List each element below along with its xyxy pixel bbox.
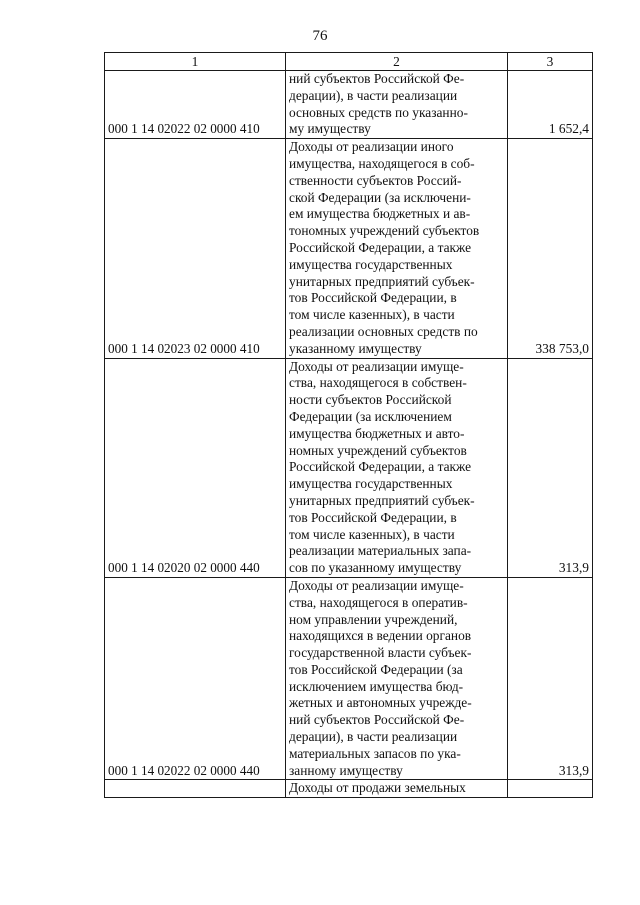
description-line: Доходы от реализации имуще-: [289, 577, 464, 593]
description-line: жетных и автономных учрежде-: [289, 695, 472, 711]
description-line: имущества, находящегося в соб-: [289, 155, 475, 171]
description-line: Доходы от реализации имуще-: [289, 358, 464, 374]
description-line: ности субъектов Российской: [289, 392, 452, 408]
code-cell: 000 1 14 02022 02 0000 440: [105, 577, 286, 780]
description-line: унитарных предприятий субъек-: [289, 492, 475, 508]
description-cell: [286, 577, 508, 780]
code-cell: 000 1 14 02020 02 0000 440: [105, 358, 286, 577]
description-line: ственности субъектов Россий-: [289, 172, 462, 188]
description-line: государственной власти субъек-: [289, 645, 472, 661]
description-cell: [286, 358, 508, 577]
description-line: ном управлении учреждений,: [289, 611, 458, 627]
description-line: дерации), в части реализации: [289, 87, 458, 103]
description-line: исключением имущества бюд-: [289, 678, 464, 694]
description-line: том числе казенных), в части: [289, 526, 455, 542]
table-row: [105, 577, 593, 780]
description-line: реализации материальных запа-: [289, 543, 472, 559]
description-cell: [286, 139, 508, 358]
description-line: ем имущества бюджетных и ав-: [289, 206, 471, 222]
description-line: ства, находящегося в оператив-: [289, 594, 468, 610]
description-line: находящихся в ведении органов: [289, 628, 472, 644]
amount-cell: 1 652,4: [508, 71, 593, 139]
description-line: ства, находящегося в собствен-: [289, 375, 467, 391]
description-line: имущества государственных: [289, 476, 453, 492]
description-cell: [286, 71, 508, 139]
description-line: дерации), в части реализации: [289, 729, 458, 745]
description-line: Российской Федерации, а также: [289, 239, 472, 255]
table-row: [105, 71, 593, 139]
description-line: материальных запасов по ука-: [289, 745, 461, 761]
description-line: ний субъектов Российской Фе-: [289, 712, 465, 728]
description-line: тов Российской Федерации, в: [289, 509, 457, 525]
column-header-3: 3: [508, 53, 593, 71]
page-number: 76: [312, 28, 328, 44]
description-line: унитарных предприятий субъек-: [289, 273, 475, 289]
description-line: сов по указанному имуществу: [289, 560, 462, 576]
description-line: реализации основных средств по: [289, 323, 478, 339]
description-line: основных средств по указанно-: [289, 104, 468, 120]
description-line: занному имуществу: [289, 762, 403, 778]
description-line: Российской Федерации, а также: [289, 459, 472, 475]
amount-cell: [508, 780, 593, 798]
description-line: ской Федерации (за исключени-: [289, 189, 471, 205]
code-cell: 000 1 14 02023 02 0000 410: [105, 139, 286, 358]
amount-cell: 338 753,0: [508, 139, 593, 358]
column-header-2: 2: [286, 53, 508, 71]
amount-cell: 313,9: [508, 577, 593, 780]
table-row: [105, 358, 593, 577]
code-cell: [105, 780, 286, 798]
description-line: том числе казенных), в части: [289, 307, 455, 323]
description-line: тономных учреждений субъектов: [289, 223, 480, 239]
code-cell: 000 1 14 02022 02 0000 410: [105, 71, 286, 139]
column-header-1: 1: [105, 53, 286, 71]
description-line: имущества бюджетных и авто-: [289, 425, 465, 441]
description-line: Доходы от реализации иного: [289, 139, 454, 155]
table-row: [105, 139, 593, 358]
table-row-continued: [105, 780, 593, 798]
amount-cell: 313,9: [508, 358, 593, 577]
description-line: указанному имуществу: [289, 340, 422, 356]
description-line: имущества государственных: [289, 256, 453, 272]
description-line: му имуществу: [289, 121, 371, 137]
header-row: [105, 53, 593, 71]
description-line: тов Российской Федерации (за: [289, 661, 463, 677]
description-line: Федерации (за исключением: [289, 408, 452, 424]
description-line: ний субъектов Российской Фе-: [289, 71, 465, 86]
description-line: номных учреждений субъектов: [289, 442, 467, 458]
description-cell: Доходы от продажи земельных: [286, 780, 508, 798]
budget-table: [104, 52, 593, 798]
description-line: тов Российской Федерации, в: [289, 290, 457, 306]
